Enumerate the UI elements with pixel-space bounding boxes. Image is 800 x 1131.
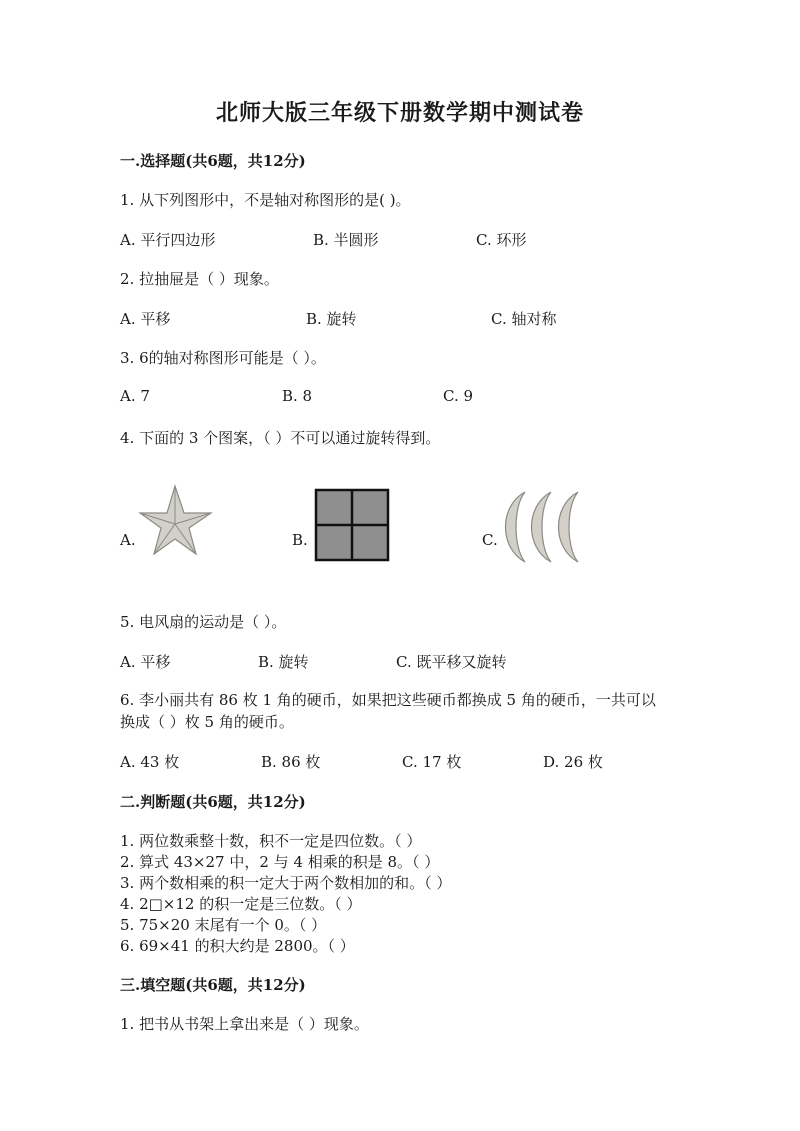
q5-option-c[interactable]: C. 既平移又旋转 xyxy=(396,653,507,671)
tf-item-3: 3. 两个数相乘的积一定大于两个数相加的和。（ ） xyxy=(120,874,452,892)
tf-item-4: 4. 2□×12 的积一定是三位数。（ ） xyxy=(120,895,362,913)
q3-option-b[interactable]: B. 8 xyxy=(282,387,313,405)
q4-option-c[interactable]: C. xyxy=(482,531,498,549)
q6-option-a[interactable]: A. 43 枚 xyxy=(120,753,180,771)
q2-option-a[interactable]: A. 平移 xyxy=(120,310,171,328)
q3-option-c[interactable]: C. 9 xyxy=(443,387,474,405)
crescent-moons-icon xyxy=(503,490,587,564)
question-1: 1. 从下列图形中，不是轴对称图形的是( )。 xyxy=(120,191,411,209)
question-2: 2. 拉抽屉是（ ）现象。 xyxy=(120,270,279,288)
q5-option-a[interactable]: A. 平移 xyxy=(120,653,171,671)
tf-item-6: 6. 69×41 的积大约是 2800。（ ） xyxy=(120,937,355,955)
section-heading-choice: 一.选择题(共6题，共12分) xyxy=(120,152,306,170)
q4-option-a[interactable]: A. xyxy=(120,531,136,549)
q6-option-d[interactable]: D. 26 枚 xyxy=(543,753,603,771)
q3-option-a[interactable]: A. 7 xyxy=(120,387,150,405)
grid-square-icon xyxy=(314,488,390,562)
question-5: 5. 电风扇的运动是（ ）。 xyxy=(120,613,287,631)
page-title: 北师大版三年级下册数学期中测试卷 xyxy=(215,100,584,126)
fill-question-1: 1. 把书从书架上拿出来是（ ）现象。 xyxy=(120,1015,369,1033)
q2-option-c[interactable]: C. 轴对称 xyxy=(491,310,557,328)
question-3: 3. 6的轴对称图形可能是（ ）。 xyxy=(120,349,326,367)
q1-option-b[interactable]: B. 半圆形 xyxy=(313,231,379,249)
question-6-line1: 6. 李小丽共有 86 枚 1 角的硬币，如果把这些硬币都换成 5 角的硬币，一共可以 xyxy=(120,691,656,709)
q6-option-c[interactable]: C. 17 枚 xyxy=(402,753,462,771)
star-shape-icon xyxy=(138,484,218,560)
tf-item-1: 1. 两位数乘整十数，积不一定是四位数。（ ） xyxy=(120,832,422,850)
q2-option-b[interactable]: B. 旋转 xyxy=(306,310,357,328)
question-4: 4. 下面的 3 个图案，（ ）不可以通过旋转得到。 xyxy=(120,429,441,447)
tf-item-5: 5. 75×20 末尾有一个 0。（ ） xyxy=(120,916,327,934)
q4-option-b[interactable]: B. xyxy=(292,531,308,549)
tf-item-2: 2. 算式 43×27 中，2 与 4 相乘的积是 8。（ ） xyxy=(120,853,440,871)
q5-option-b[interactable]: B. 旋转 xyxy=(258,653,309,671)
section-heading-true-false: 二.判断题(共6题，共12分) xyxy=(120,793,306,811)
q1-option-c[interactable]: C. 环形 xyxy=(476,231,527,249)
q1-option-a[interactable]: A. 平行四边形 xyxy=(120,231,216,249)
section-heading-fill-blank: 三.填空题(共6题，共12分) xyxy=(120,976,306,994)
question-6-line2: 换成（ ）枚 5 角的硬币。 xyxy=(120,713,294,731)
q6-option-b[interactable]: B. 86 枚 xyxy=(261,753,321,771)
